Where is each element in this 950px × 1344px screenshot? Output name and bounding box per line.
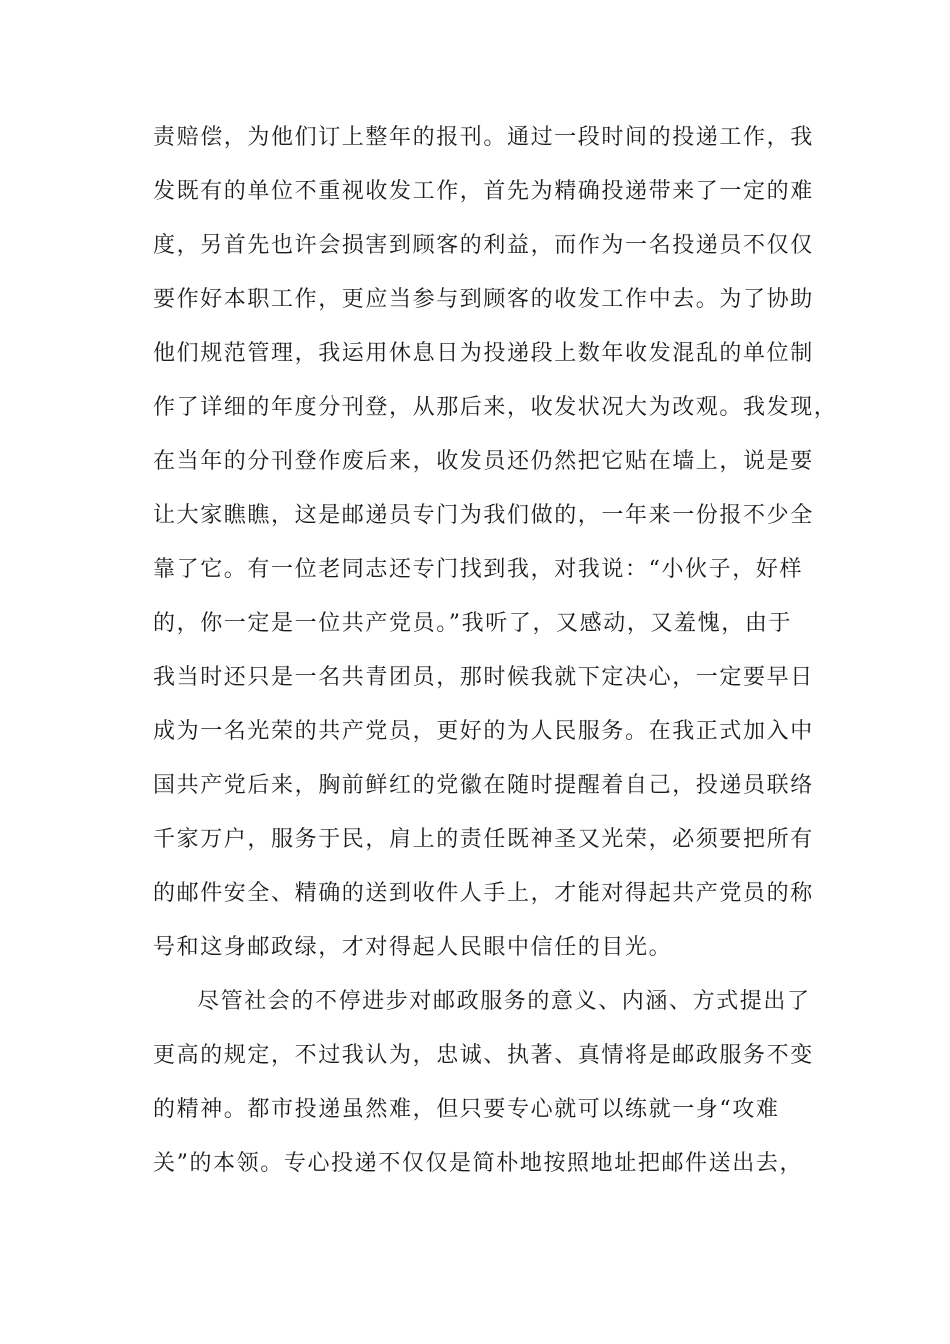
- text-line-12: 成为一名光荣的共产党员，更好的为人民服务。在我正式加入中: [153, 719, 814, 744]
- text-line-14: 千家万户，服务于民，肩上的责任既神圣又光荣，必须要把所有: [153, 827, 814, 852]
- text-line-18: 更高的规定，不过我认为，忠诚、执著、真情将是邮政服务不变: [153, 1043, 814, 1068]
- body-text: [153, 118, 838, 1198]
- text-line-19: 的精神。都市投递虽然难，但只要专心就可以练就一身“攻难: [153, 1097, 780, 1122]
- text-line-11: 我当时还只是一名共青团员，那时候我就下定决心，一定要早日: [153, 665, 814, 690]
- text-line-7: 在当年的分刊登作废后来，收发员还仍然把它贴在墙上，说是要: [153, 449, 814, 474]
- text-line-8: 让大家瞧瞧，这是邮递员专门为我们做的，一年来一份报不少全: [153, 503, 814, 528]
- text-line-2: 发既有的单位不重视收发工作，首先为精确投递带来了一定的难: [153, 179, 814, 204]
- text-line-6: 作了详细的年度分刊登，从那后来，收发状况大为改观。我发现，: [153, 395, 838, 420]
- text-line-1: 责赔偿，为他们订上整年的报刊。通过一段时间的投递工作，我: [153, 125, 814, 150]
- text-line-5: 他们规范管理，我运用休息日为投递段上数年收发混乱的单位制: [153, 341, 814, 366]
- text-line-17: 尽管社会的不停进步对邮政服务的意义、内涵、方式提出了: [197, 989, 811, 1014]
- text-line-4: 要作好本职工作，更应当参与到顾客的收发工作中去。为了协助: [153, 287, 814, 312]
- text-line-9: 靠了它。有一位老同志还专门找到我，对我说：“小伙子，好样: [153, 557, 804, 582]
- text-line-10: 的，你一定是一位共产党员。”我听了，又感动，又羞愧，由于: [153, 611, 793, 636]
- text-line-13: 国共产党后来，胸前鲜红的党徽在随时提醒着自己，投递员联络: [153, 773, 814, 798]
- text-line-20: 关”的本领。专心投递不仅仅是简朴地按照地址把邮件送出去，: [153, 1151, 804, 1176]
- text-line-15: 的邮件安全、精确的送到收件人手上，才能对得起共产党员的称: [153, 881, 814, 906]
- text-line-16: 号和这身邮政绿，才对得起人民眼中信任的目光。: [153, 935, 673, 960]
- text-line-3: 度，另首先也许会损害到顾客的利益，而作为一名投递员不仅仅: [153, 233, 814, 258]
